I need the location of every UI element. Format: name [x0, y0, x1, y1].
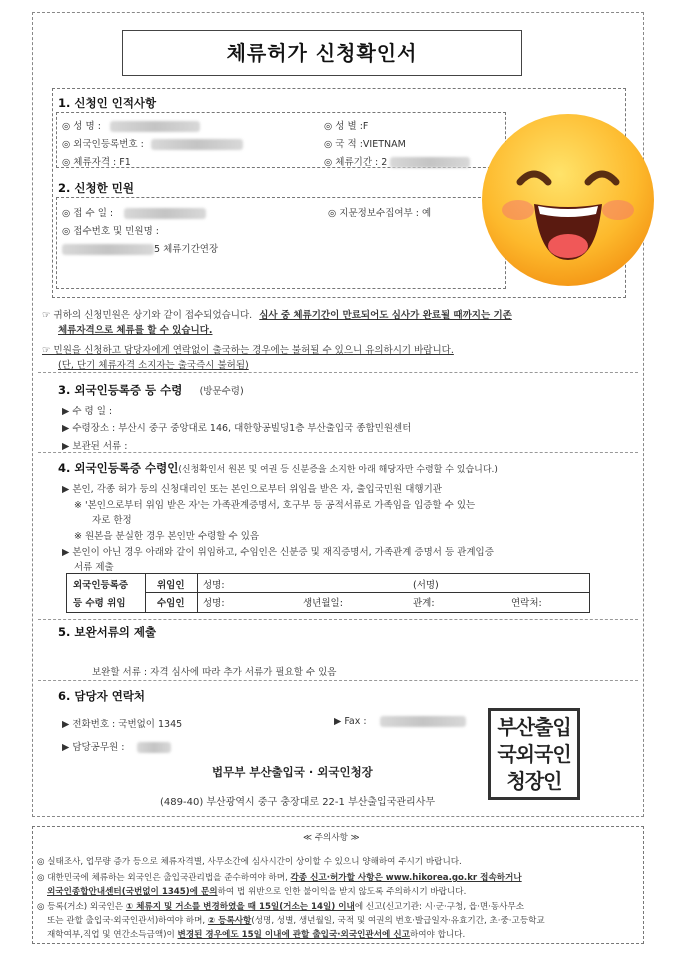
note-3a: ◎ 등록(거소) 외국인은 [37, 902, 124, 912]
note-1: ◎ 실태조사, 업무량 증가 등으로 체류자격별, 사무소간에 심사시간이 상이할 수 있으니 양해하여 주시기 바랍니다. [37, 857, 462, 867]
delegator-sign: (서명) [413, 580, 439, 591]
note-3i: 하여야 합니다. [409, 930, 466, 940]
note-2-line1 [37, 871, 522, 883]
delegation-table [66, 573, 590, 613]
divider [38, 372, 638, 373]
divider [38, 619, 638, 620]
divider [38, 680, 638, 681]
redacted-date [124, 208, 206, 219]
note-2c: 외국인종합안내센터(국번없이 1345)에 문의 [47, 887, 218, 897]
seal-line1: 부산출입 [497, 715, 571, 739]
notice-line1b: 심사 중 체류기간이 만료되어도 심사가 완료될 때까지는 기존 [259, 310, 512, 321]
note-3e: ② 등록사항 [207, 916, 252, 926]
issuer-address: (489-40) 부산광역시 중구 충장대로 22-1 부산출입국관리사무 [160, 797, 436, 808]
officer-label: ▶ 담당공무원 : [62, 742, 125, 753]
table-left-bottom: 등 수령 위임 [73, 598, 126, 609]
section4-heading-row [58, 460, 498, 476]
nation-value: VIETNAM [362, 139, 406, 150]
redacted-period [390, 157, 470, 168]
redacted-recno [62, 244, 154, 255]
recno-tail: 5 체류기간연장 [154, 244, 219, 255]
note-3g: 재학여부,직업 및 연간소득금액)이 [47, 930, 175, 940]
delegator-head: 위임인 [157, 580, 185, 591]
receiver-line3: 자로 한정 [92, 515, 132, 526]
recno-row [62, 241, 218, 255]
receiver-line5: ▶ 본인이 아닌 경우 아래와 같이 위임하고, 수임인은 신분증 및 재직증명서, 가족관계 증명서 등 관계입증 [62, 547, 494, 558]
notice-line2a: ☞ 민원을 신청하고 담당자에게 연락없이 출국하는 경우에는 불허될 수 있으니 유의하시기 바랍니다. [42, 345, 454, 356]
note-2d: 하여 법 위반으로 인한 불이익을 받지 않도록 주의하시기 바랍니다. [217, 887, 467, 897]
date-label: ◎ 접 수 일 : [62, 208, 114, 219]
officer-row [62, 739, 171, 753]
notice-line1a: ☞ 귀하의 신청민원은 상기와 같이 접수되었습니다. [42, 310, 253, 321]
redacted-fax [380, 716, 466, 727]
nation-row [324, 136, 406, 150]
sex-value: F [362, 121, 369, 132]
delegator-name: 성명: [203, 580, 225, 591]
sex-row [324, 118, 368, 132]
regno-label: ◎ 외국인등록번호 : [62, 139, 144, 150]
note-3-line1 [37, 900, 524, 912]
name-label: ◎ 성 명 : [62, 121, 101, 132]
redacted-regno [151, 139, 243, 150]
note-3d: 또는 관할 출입국·외국인관서)하여야 하며, [47, 916, 206, 926]
redacted-officer [137, 742, 171, 753]
notice-line1c: 체류자격으로 체류를 할 수 있습니다. [58, 325, 213, 336]
official-seal [488, 708, 580, 800]
redacted-name [110, 121, 200, 132]
phone-row: ▶ 전화번호 : 국번없이 1345 [62, 719, 183, 730]
notice-line1 [42, 307, 512, 321]
table-left-top: 외국인등록증 [73, 580, 129, 591]
period-label: ◎ 체류기간 : 2 [324, 157, 388, 168]
laughing-face-icon [478, 110, 658, 290]
date-row [62, 205, 206, 219]
section5-heading: 5. 보완서류의 제출 [58, 625, 157, 639]
note-2-line2 [47, 885, 466, 897]
sex-label: ◎ 성 별 : [324, 121, 363, 132]
delegate-birth: 생년월일: [303, 598, 343, 609]
delegate-head: 수임인 [157, 598, 185, 609]
delegate-relation: 관계: [413, 598, 435, 609]
note-3c: 에 신고(신고기관: 시·군·구청, 읍·면·동사무소 [354, 902, 525, 912]
section6-heading: 6. 담당자 연락처 [58, 689, 146, 703]
fax-label: ▶ Fax : [334, 716, 367, 727]
note-3-line3 [47, 928, 465, 940]
document-title: 체류허가 신청확인서 [122, 30, 522, 76]
note-3f: (성명, 성별, 생년월일, 국적 및 여권의 번호·발급일자·유효기간, 초·중·고등학교 [251, 916, 545, 926]
receive-date: ▶ 수 령 일 : [62, 406, 113, 417]
note-3b: ① 체류지 및 거소를 변경하였을 때 15일(거소는 14일) 이내 [125, 902, 355, 912]
notes-box [32, 826, 644, 944]
recno-label: ◎ 접수번호 및 민원명 : [62, 226, 159, 237]
notes-heading: ≪ 주의사항 ≫ [303, 833, 360, 843]
delegate-name: 성명: [203, 598, 225, 609]
section3-heading-sub: (방문수령) [199, 386, 244, 397]
note-2b: 각종 신고·허가할 사항은 www.hikorea.go.kr 접속하거나 [290, 873, 522, 883]
period-row [324, 154, 470, 168]
section1-heading: 1. 신청인 인적사항 [58, 96, 157, 110]
notice-line2b: (단, 단기 체류자격 소지자는 출국즉시 불허됨) [58, 360, 249, 371]
receiver-line2: ※ '본인으로부터 위임 받은 자'는 가족관계증명서, 호구부 등 공적서류로 가족임을 입증할 수 있는 [74, 500, 476, 511]
regno-row [62, 136, 243, 150]
seal-line2: 국외국인 [497, 742, 571, 766]
issuer: 법무부 부산출입국 · 외국인청장 [212, 765, 373, 779]
status-row: ◎ 체류자격 : F1 [62, 157, 131, 168]
seal-line3: 청장인 [506, 769, 562, 793]
section2-heading: 2. 신청한 민원 [58, 181, 134, 195]
note-3-line2 [47, 914, 545, 926]
supplement-note: 보완할 서류 : 자격 심사에 따라 추가 서류가 필요할 수 있음 [92, 667, 337, 678]
receive-place: ▶ 수령장소 : 부산시 중구 중앙대로 146, 대한항공빌딩1층 부산출입국 종합민원센터 [62, 423, 412, 434]
section3-heading: 3. 외국인등록증 등 수령 [58, 383, 183, 397]
name-row [62, 118, 200, 132]
section4-heading: 4. 외국인등록증 수령인 [58, 461, 179, 475]
receiver-line1: ▶ 본인, 각종 허가 등의 신청대리인 또는 본인으로부터 위임을 받은 자, 출입국민원 대행기관 [62, 484, 442, 495]
fingerprint-row: ◎ 지문정보수집여부 : 예 [328, 208, 432, 219]
supplement-docs: ▶ 보관된 서류 : [62, 441, 128, 452]
section4-heading-sub: (신청확인서 원본 및 여권 등 신분증을 소지한 아래 해당자만 수령할 수 있습니다.) [178, 465, 498, 475]
fax-row [334, 716, 466, 727]
nation-label: ◎ 국 적 : [324, 139, 363, 150]
delegate-phone: 연락처: [511, 598, 542, 609]
receiver-line4: ※ 원본을 분실한 경우 본인만 수령할 수 있음 [74, 531, 260, 542]
note-2a: ◎ 대한민국에 체류하는 외국인은 출입국관리법을 준수하여야 하며, [37, 873, 288, 883]
receiver-line6: 서류 제출 [74, 562, 114, 573]
section3-heading-row [58, 382, 244, 398]
note-3h: 변경된 경우에도 15일 이내에 관할 출입국·외국인관서에 신고 [177, 930, 410, 940]
divider [38, 452, 638, 453]
